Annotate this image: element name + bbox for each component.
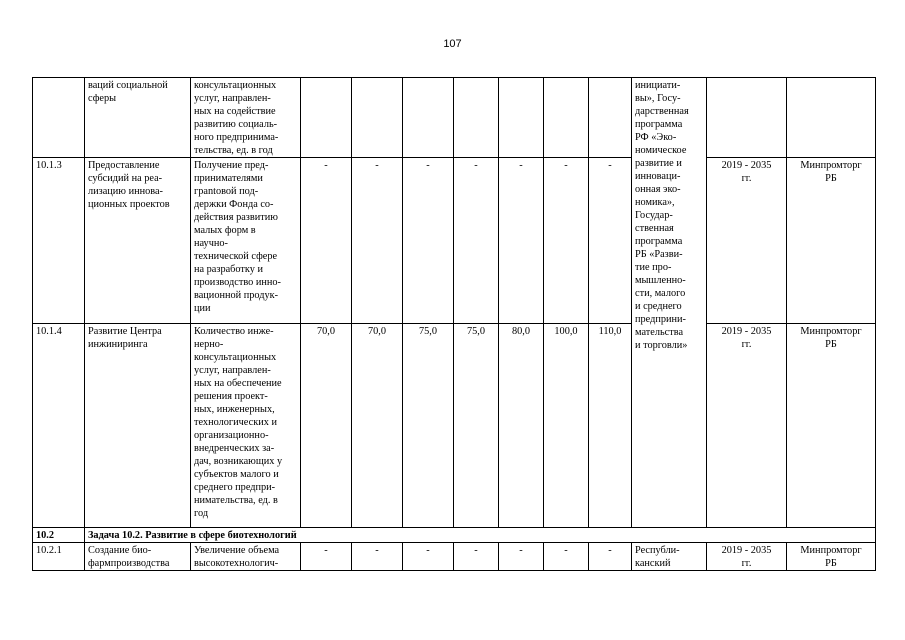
code-cell: 10.2.1: [33, 543, 85, 571]
value-cell: [454, 78, 499, 158]
program-cell: инициати- вы», Госу- дарственная программа РФ «Эко- номическое развитие и инноваци- онная эко- номика», Государ- ственная программа РБ «Разви- тие про- мышленно- сти, малого и среднего предприни- мательства и торговли»: [632, 78, 707, 528]
value-cell: 100,0: [544, 324, 589, 528]
value-cell: -: [352, 158, 403, 324]
executor-cell: Минпромторг РБ: [787, 158, 876, 324]
value-cell: [352, 78, 403, 158]
task-code: 10.2: [33, 528, 85, 543]
period-cell: 2019 - 2035 гг.: [707, 158, 787, 324]
code-cell: 10.1.4: [33, 324, 85, 528]
table-row: [33, 78, 876, 158]
program-table: [32, 77, 876, 571]
value-cell: -: [589, 158, 632, 324]
value-cell: -: [454, 158, 499, 324]
table-row: [33, 324, 876, 528]
value-cell: -: [589, 543, 632, 571]
value-cell: 80,0: [499, 324, 544, 528]
name-cell: Предоставление субсидий на реа- лизацию иннова- ционных проектов: [85, 158, 191, 324]
table-row: [33, 543, 876, 571]
task-title: Задача 10.2. Развитие в сфере биотехнологий: [85, 528, 876, 543]
task-row: [33, 528, 876, 543]
value-cell: 75,0: [403, 324, 454, 528]
executor-cell: [787, 78, 876, 158]
name-cell: Создание био- фармпроизводства: [85, 543, 191, 571]
period-cell: [707, 78, 787, 158]
value-cell: 70,0: [301, 324, 352, 528]
value-cell: 110,0: [589, 324, 632, 528]
code-cell: [33, 78, 85, 158]
value-cell: [403, 78, 454, 158]
value-cell: -: [403, 158, 454, 324]
value-cell: 75,0: [454, 324, 499, 528]
value-cell: -: [544, 543, 589, 571]
value-cell: -: [499, 543, 544, 571]
value-cell: -: [454, 543, 499, 571]
indicator-cell: Получение пред- принимателями граntовой под- держки Фонда со- действия развитию малых форм в научно- технической сфере на разработку и производство инно- вационной продук- ции: [191, 158, 301, 324]
value-cell: -: [301, 543, 352, 571]
period-cell: 2019 - 2035 гг.: [707, 543, 787, 571]
value-cell: -: [403, 543, 454, 571]
program-cell: Республи- канский: [632, 543, 707, 571]
code-cell: 10.1.3: [33, 158, 85, 324]
executor-cell: Минпромторг РБ: [787, 324, 876, 528]
indicator-cell: Количество инже- нерно- консультационных услуг, направлен- ных на обеспечение решения проект- ных, инженерных, технологических и организационно- внедренческих за- дач, возникающих у субъектов малого и среднего предпри- нимательства, ед. в год: [191, 324, 301, 528]
page-number: 107: [443, 38, 462, 50]
name-cell: Развитие Центра инжиниринга: [85, 324, 191, 528]
value-cell: -: [499, 158, 544, 324]
executor-cell: Минпромторг РБ: [787, 543, 876, 571]
value-cell: -: [301, 158, 352, 324]
value-cell: 70,0: [352, 324, 403, 528]
indicator-cell: консультационных услуг, направлен- ных на содействие развитию социаль- ного предпринима- тельства, ед. в год: [191, 78, 301, 158]
value-cell: [589, 78, 632, 158]
value-cell: [499, 78, 544, 158]
table-row: [33, 158, 876, 324]
name-cell: ваций социальной сферы: [85, 78, 191, 158]
indicator-cell: Увеличение объема высокотехнологич-: [191, 543, 301, 571]
value-cell: [544, 78, 589, 158]
value-cell: -: [544, 158, 589, 324]
value-cell: [301, 78, 352, 158]
value-cell: -: [352, 543, 403, 571]
period-cell: 2019 - 2035 гг.: [707, 324, 787, 528]
